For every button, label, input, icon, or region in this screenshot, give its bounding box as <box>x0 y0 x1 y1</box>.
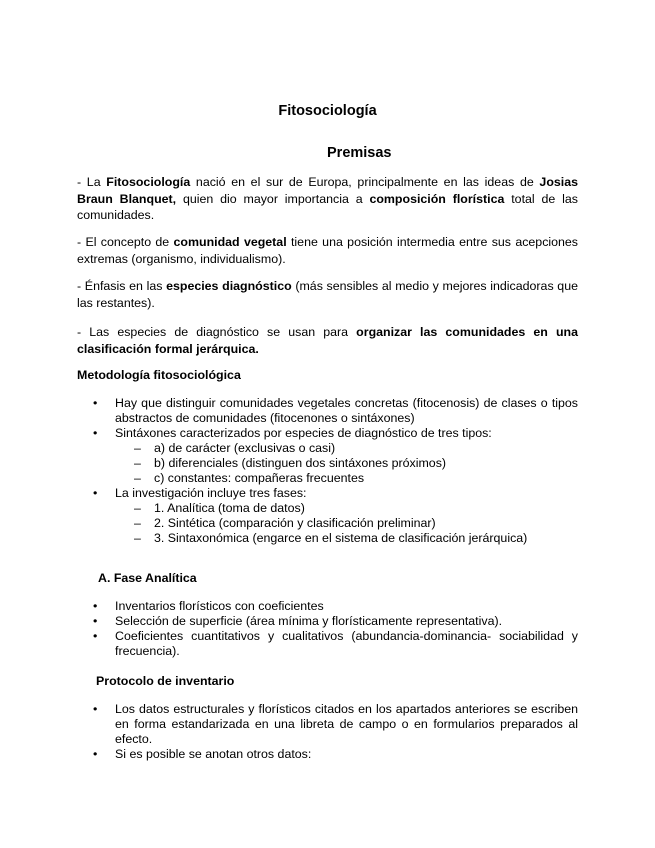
bullet-icon: • <box>93 629 98 643</box>
bold-term: Josias Braun Blanquet, <box>77 175 578 206</box>
page-subtitle: Premisas <box>327 145 392 161</box>
bold-term: comunidad vegetal <box>173 235 287 249</box>
list-item-text: Coeficientes cuantitativos y cualitativos (abundancia-dominancia- sociabilidad y frecuencia). <box>115 629 578 658</box>
phase-analytic-list <box>77 599 578 659</box>
paragraph-text: (más sensibles al medio y mejores indicadoras que las restantes). <box>77 279 578 310</box>
paragraph-classification <box>77 324 578 357</box>
list-item-text: Hay que distinguir comunidades vegetales concretas (fitocenosis) de clases o tipos abstractos de comunidades (fitocenones o sintáxones) <box>115 396 578 425</box>
protocol-heading: Protocolo de inventario <box>96 674 235 688</box>
dash-icon: – <box>134 456 141 470</box>
paragraph-text: total de las comunidades. <box>77 191 578 222</box>
protocol-list <box>77 702 578 762</box>
paragraph-text: nació en el sur de Europa, principalmente en las ideas de <box>190 175 540 189</box>
dash-icon: – <box>134 471 141 485</box>
paragraph-text: - Énfasis en las <box>77 279 167 293</box>
bullet-icon: • <box>93 396 98 410</box>
bullet-icon: • <box>93 702 98 716</box>
list-item <box>77 396 578 426</box>
sub-list-item <box>77 501 578 516</box>
list-item-text: Inventarios florísticos con coeficientes <box>115 599 324 613</box>
bold-term: Fitosociología <box>106 175 191 189</box>
dash-icon: – <box>134 501 141 515</box>
list-item-text: Selección de superficie (área mínima y florísticamente representativa). <box>115 614 503 628</box>
sub-list-item <box>77 456 578 471</box>
bold-term: organizar las comunidades en una clasificación formal jerárquica. <box>77 325 578 356</box>
sub-list-item <box>77 441 578 456</box>
bullet-icon: • <box>93 486 98 500</box>
sub-item-text: 2. Sintética (comparación y clasificación preliminar) <box>154 516 436 530</box>
paragraph-diagnostic <box>77 278 578 311</box>
list-item <box>77 486 578 501</box>
sub-item-text: 1. Analítica (toma de datos) <box>154 501 305 515</box>
list-item <box>77 629 578 659</box>
list-item <box>77 614 578 629</box>
paragraph-origin <box>77 174 578 224</box>
paragraph-text: - La <box>77 175 107 189</box>
list-item <box>77 426 578 441</box>
list-item <box>77 599 578 614</box>
list-item-text: Sintáxones caracterizados por especies de diagnóstico de tres tipos: <box>115 426 492 440</box>
list-item-text: La investigación incluye tres fases: <box>115 486 307 500</box>
bullet-icon: • <box>93 614 98 628</box>
sub-list-item <box>77 516 578 531</box>
list-item <box>77 702 578 747</box>
dash-icon: – <box>134 441 141 455</box>
bullet-icon: • <box>93 747 98 761</box>
sub-item-text: b) diferenciales (distinguen dos sintáxones próximos) <box>154 456 447 470</box>
paragraph-text: quien dio mayor importancia a <box>176 191 370 206</box>
dash-icon: – <box>134 531 141 545</box>
paragraph-text: - Las especies de diagnóstico se usan para <box>77 325 357 339</box>
paragraph-text: tiene una posición intermedia entre sus acepciones extremas (organismo, individualismo). <box>77 235 579 266</box>
sub-list-item <box>77 531 578 546</box>
list-item-text: Si es posible se anotan otros datos: <box>115 747 312 761</box>
sub-list-item <box>77 471 578 486</box>
paragraph-text: - El concepto de <box>77 235 174 249</box>
list-item <box>77 747 578 762</box>
sub-item-text: 3. Sintaxonómica (engarce en el sistema de clasificación jerárquica) <box>154 531 528 545</box>
bold-term: composición florística <box>369 191 505 206</box>
phase-analytic-heading: A. Fase Analítica <box>98 571 197 585</box>
paragraph-community <box>77 234 578 267</box>
bullet-icon: • <box>93 599 98 613</box>
bullet-icon: • <box>93 426 98 440</box>
methodology-heading: Metodología fitosociológica <box>77 368 241 382</box>
bold-term: especies diagnóstico <box>166 279 292 293</box>
dash-icon: – <box>134 516 141 530</box>
list-item-text: Los datos estructurales y florísticos citados en los apartados anteriores se escriben en forma estandarizada en una libreta de campo o en formularios preparados al efecto. <box>115 702 578 746</box>
methodology-list <box>77 396 578 546</box>
page-title: Fitosociología <box>278 103 377 119</box>
sub-item-text: a) de carácter (exclusivas o casi) <box>154 441 336 455</box>
sub-item-text: c) constantes: compañeras frecuentes <box>154 471 365 485</box>
